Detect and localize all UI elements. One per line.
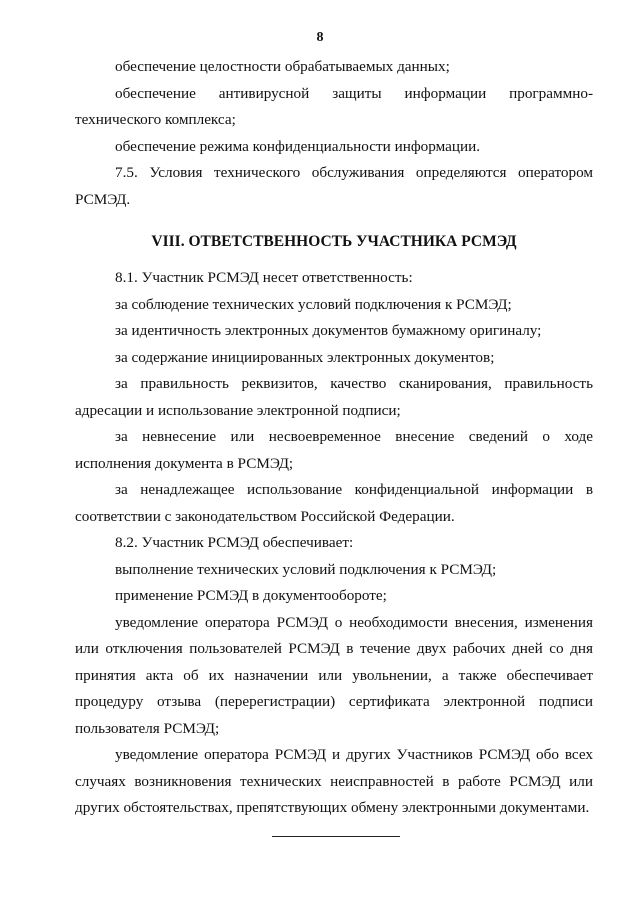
paragraph: выполнение технических условий подключения к РСМЭД; xyxy=(115,560,497,578)
paragraph: обеспечение режима конфиденциальности информации. xyxy=(115,137,481,155)
end-of-document-rule xyxy=(272,836,400,837)
paragraph: 8.2. Участник РСМЭД обеспечивает: xyxy=(115,534,354,551)
paragraph: за правильность реквизитов, качество сканирования, правильность адресации и использование электронной подписи; xyxy=(75,375,593,419)
section-heading: VIII. ОТВЕТСТВЕННОСТЬ УЧАСТНИКА РСМЭД xyxy=(151,233,517,250)
paragraph: за идентичность электронных документов бумажному оригиналу; xyxy=(115,322,542,339)
page-number: 8 xyxy=(316,30,324,45)
paragraph: 7.5. Условия технического обслуживания определяются оператором РСМЭД. xyxy=(75,164,593,208)
paragraph: обеспечение целостности обрабатываемых данных; xyxy=(115,58,450,75)
paragraph: за соблюдение технических условий подключения к РСМЭД; xyxy=(115,295,512,313)
paragraph: за невнесение или несвоевременное внесение сведений о ходе исполнения документа в РСМЭД; xyxy=(75,428,593,472)
paragraph: уведомление оператора РСМЭД и других Участников РСМЭД обо всех случаях возникновения технических неисправностей в работе РСМЭД или других обстоятельствах, препятствующих обмену электронными документами. xyxy=(75,746,593,816)
paragraph: 8.1. Участник РСМЭД несет ответственность: xyxy=(115,269,413,286)
paragraph: применение РСМЭД в документообороте; xyxy=(115,587,387,604)
paragraph: за ненадлежащее использование конфиденциальной информации в соответствии с законодательством Российской Федерации. xyxy=(75,481,593,525)
paragraph: уведомление оператора РСМЭД о необходимости внесения, изменения или отключения пользователей РСМЭД в течение двух рабочих дней со дня принятия акта об их назначении или увольнении, а также обеспечивает процедуру отзыва (перерегистрации) сертификата электронной подписи пользователя РСМЭД; xyxy=(75,613,593,737)
paragraph: обеспечение антивирусной защиты информации программно-технического комплекса; xyxy=(75,84,593,128)
document-body xyxy=(75,54,593,822)
paragraph: за содержание инициированных электронных документов; xyxy=(115,348,495,366)
